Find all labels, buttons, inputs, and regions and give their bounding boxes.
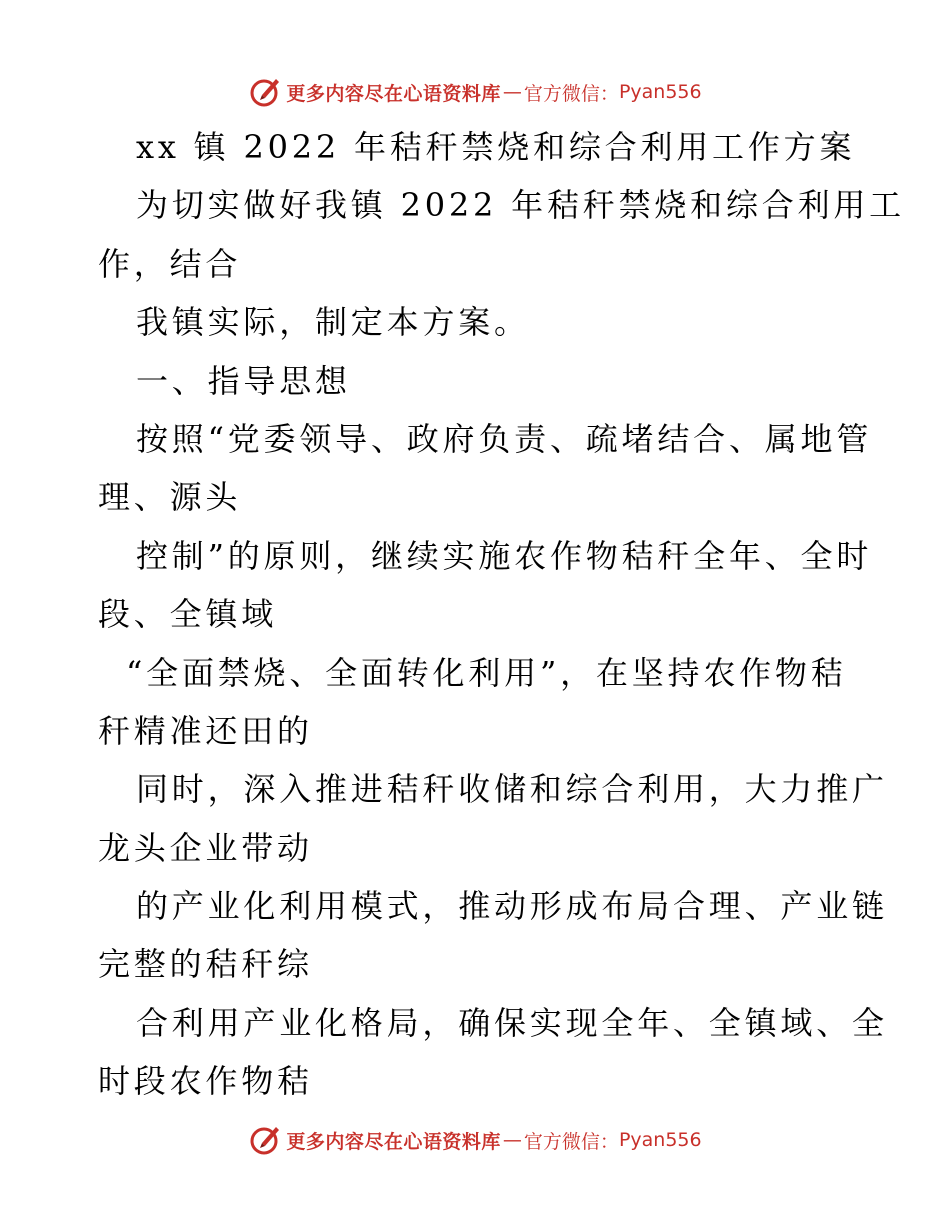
document-title: xx 镇 2022 年秸秆禁烧和综合利用工作方案 <box>136 128 856 166</box>
paragraph-line: 我镇实际，制定本方案。 <box>136 303 530 342</box>
paragraph-line: 秆精准还田的 <box>98 711 313 750</box>
banner-wechat-id: Pyan556 <box>618 1129 702 1151</box>
banner-main-text: 更多内容尽在心语资料库 <box>286 1130 501 1153</box>
paragraph-line: 时段农作物秸 <box>98 1062 313 1101</box>
section-heading: 一、指导思想 <box>136 361 351 400</box>
pen-circle-logo-icon <box>248 1123 282 1157</box>
header-banner <box>0 72 950 112</box>
banner-dash: — <box>502 1129 522 1151</box>
paragraph-line: 龙头企业带动 <box>98 828 313 867</box>
paragraph-line: 为切实做好我镇 2022 年秸秆禁烧和综合利用工 <box>136 186 905 225</box>
banner-wechat-label: 官方微信： <box>523 1130 619 1153</box>
paragraph-line: 作，结合 <box>98 244 242 283</box>
paragraph-line: 同时，深入推进秸秆收储和综合利用，大力推广 <box>136 770 888 809</box>
banner-wechat-label: 官方微信： <box>523 82 619 105</box>
paragraph-line: 理、源头 <box>98 478 242 517</box>
paragraph-line: 按照“党委领导、政府负责、疏堵结合、属地管 <box>136 419 873 458</box>
banner-dash: — <box>502 81 522 103</box>
pen-circle-logo-icon <box>248 75 282 109</box>
document-body <box>98 118 905 1111</box>
banner-main-text: 更多内容尽在心语资料库 <box>286 82 501 105</box>
paragraph-line: 完整的秸秆综 <box>98 945 313 984</box>
paragraph-line: “全面禁烧、全面转化利用”，在坚持农作物秸 <box>126 653 847 692</box>
paragraph-line: 段、全镇域 <box>98 595 278 634</box>
footer-banner <box>0 1120 950 1160</box>
banner-wechat-id: Pyan556 <box>618 81 702 103</box>
paragraph-line: 的产业化利用模式，推动形成布局合理、产业链 <box>136 887 888 926</box>
paragraph-line: 合利用产业化格局，确保实现全年、全镇域、全 <box>136 1003 888 1042</box>
paragraph-line: 控制”的原则，继续实施农作物秸秆全年、全时 <box>136 536 873 575</box>
